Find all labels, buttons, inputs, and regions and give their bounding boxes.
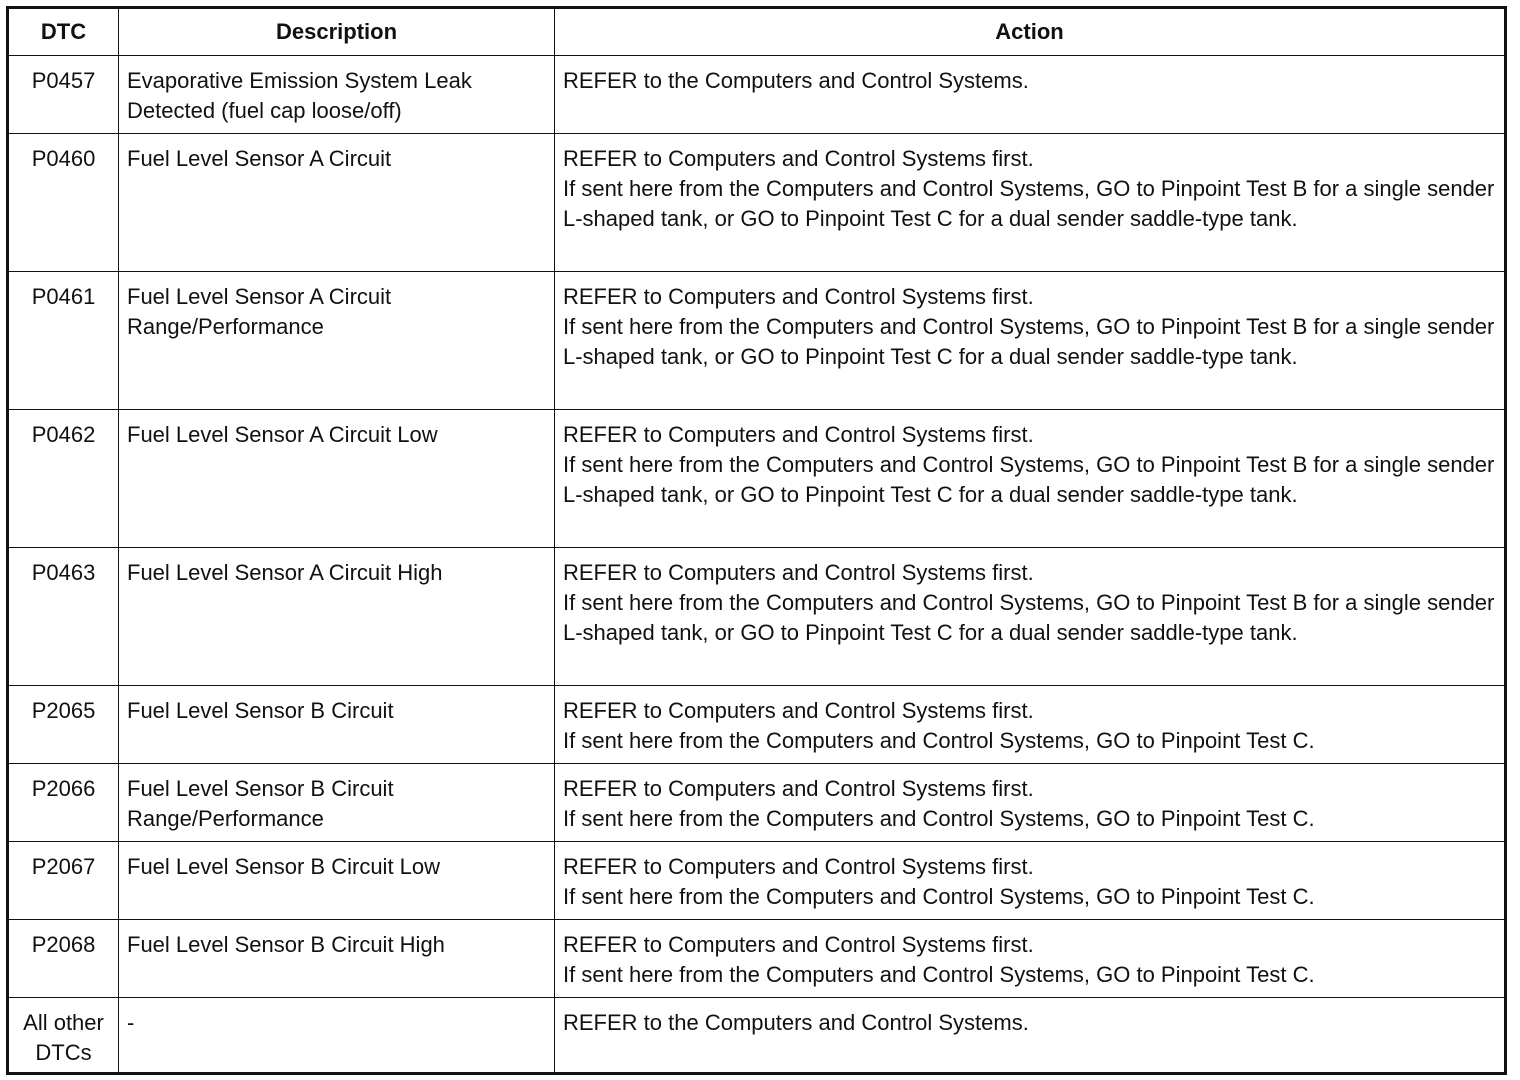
dtc-code: P0463 — [8, 548, 119, 686]
dtc-code: P2068 — [8, 920, 119, 998]
table-row — [8, 920, 1506, 998]
action-line: If sent here from the Computers and Control Systems, GO to Pinpoint Test C. — [563, 728, 1315, 753]
action-line: If sent here from the Computers and Control Systems, GO to Pinpoint Test B for a single sender L-shaped tank, or GO to Pinpoint Test C for a dual sender saddle-type tank. — [563, 314, 1501, 369]
table-row — [8, 134, 1506, 272]
header-description: Description — [119, 8, 555, 56]
dtc-description: Fuel Level Sensor A Circuit — [119, 134, 555, 272]
dtc-action — [555, 548, 1506, 686]
action-line: REFER to Computers and Control Systems first. — [563, 698, 1034, 723]
dtc-description: Fuel Level Sensor A Circuit Low — [119, 410, 555, 548]
dtc-code: All other DTCs — [8, 998, 119, 1074]
dtc-action — [555, 920, 1506, 998]
dtc-description: Evaporative Emission System Leak Detected (fuel cap loose/off) — [119, 56, 555, 134]
table-row — [8, 410, 1506, 548]
table-row — [8, 686, 1506, 764]
table-row — [8, 272, 1506, 410]
dtc-description: Fuel Level Sensor B Circuit — [119, 686, 555, 764]
dtc-code: P2067 — [8, 842, 119, 920]
action-line: If sent here from the Computers and Control Systems, GO to Pinpoint Test C. — [563, 806, 1315, 831]
action-line: REFER to Computers and Control Systems first. — [563, 146, 1034, 171]
dtc-action — [555, 686, 1506, 764]
dtc-code: P0461 — [8, 272, 119, 410]
dtc-action — [555, 272, 1506, 410]
dtc-action — [555, 764, 1506, 842]
dtc-action — [555, 134, 1506, 272]
header-action: Action — [555, 8, 1506, 56]
action-line: If sent here from the Computers and Control Systems, GO to Pinpoint Test B for a single sender L-shaped tank, or GO to Pinpoint Test C for a dual sender saddle-type tank. — [563, 452, 1501, 507]
action-line: REFER to Computers and Control Systems first. — [563, 776, 1034, 801]
dtc-code: P0457 — [8, 56, 119, 134]
action-line: If sent here from the Computers and Control Systems, GO to Pinpoint Test B for a single sender L-shaped tank, or GO to Pinpoint Test C for a dual sender saddle-type tank. — [563, 176, 1501, 231]
dtc-action — [555, 998, 1506, 1074]
table-header-row — [8, 8, 1506, 56]
dtc-code: P2065 — [8, 686, 119, 764]
dtc-action — [555, 410, 1506, 548]
dtc-description: Fuel Level Sensor B Circuit Range/Performance — [119, 764, 555, 842]
dtc-action — [555, 842, 1506, 920]
action-line: If sent here from the Computers and Control Systems, GO to Pinpoint Test B for a single sender L-shaped tank, or GO to Pinpoint Test C for a dual sender saddle-type tank. — [563, 590, 1501, 645]
table-row — [8, 56, 1506, 134]
table-row — [8, 842, 1506, 920]
table-row — [8, 998, 1506, 1074]
dtc-description: Fuel Level Sensor B Circuit Low — [119, 842, 555, 920]
action-line: REFER to Computers and Control Systems first. — [563, 932, 1034, 957]
action-line: REFER to the Computers and Control Systems. — [563, 1010, 1029, 1035]
dtc-table — [6, 6, 1507, 1075]
dtc-description: Fuel Level Sensor B Circuit High — [119, 920, 555, 998]
dtc-code: P0462 — [8, 410, 119, 548]
dtc-code: P2066 — [8, 764, 119, 842]
action-line: REFER to Computers and Control Systems first. — [563, 284, 1034, 309]
action-line: If sent here from the Computers and Control Systems, GO to Pinpoint Test C. — [563, 884, 1315, 909]
action-line: REFER to Computers and Control Systems first. — [563, 422, 1034, 447]
dtc-description: - — [119, 998, 555, 1074]
action-line: REFER to Computers and Control Systems first. — [563, 560, 1034, 585]
dtc-action — [555, 56, 1506, 134]
action-line: REFER to the Computers and Control Systems. — [563, 68, 1029, 93]
header-dtc: DTC — [8, 8, 119, 56]
action-line: If sent here from the Computers and Control Systems, GO to Pinpoint Test C. — [563, 962, 1315, 987]
dtc-description: Fuel Level Sensor A Circuit High — [119, 548, 555, 686]
dtc-code: P0460 — [8, 134, 119, 272]
action-line: REFER to Computers and Control Systems first. — [563, 854, 1034, 879]
dtc-description: Fuel Level Sensor A Circuit Range/Performance — [119, 272, 555, 410]
table-row — [8, 548, 1506, 686]
table-row — [8, 764, 1506, 842]
